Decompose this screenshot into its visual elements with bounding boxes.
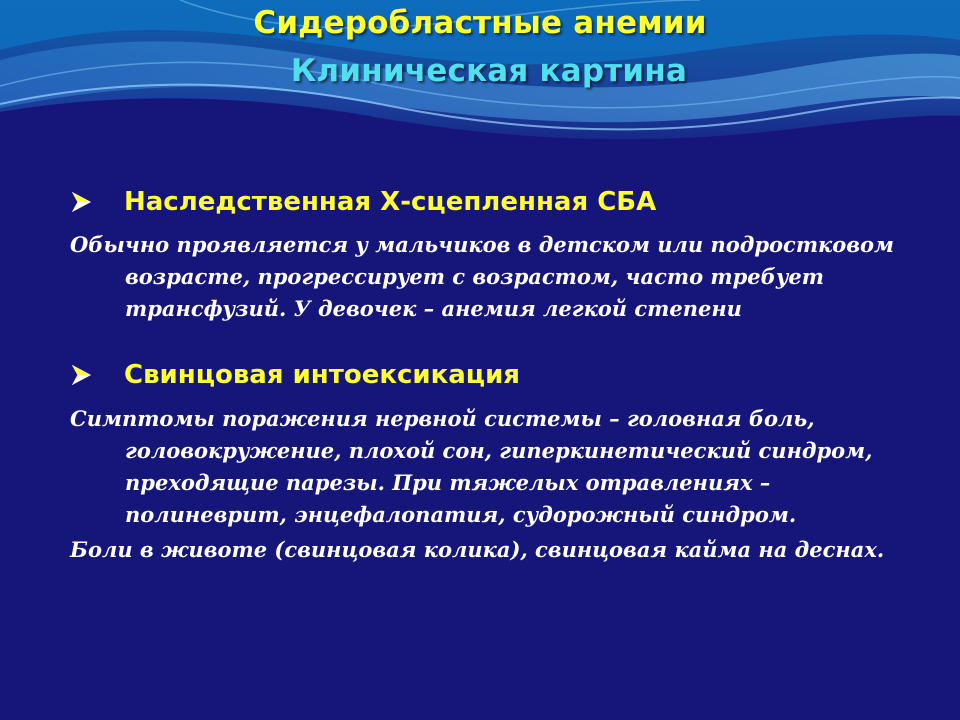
section-paragraph: Обычно проявляется у мальчиков в детском или подростковом возрасте, прогрессирует с возрастом, часто требует трансфузий. У девочек – анемия легкой степени xyxy=(70,232,895,321)
section-paragraph: Симптомы поражения нервной системы – головная боль, головокружение, плохой сон, гиперкинетический синдром, преходящие парезы. При тяжелых отравлениях – полиневрит, энцефалопатия, судорожный синдром. xyxy=(70,406,873,527)
slide-title: Сидеробластные анемии xyxy=(253,5,707,41)
section-heading-text: Свинцовая интоексикация xyxy=(124,360,520,390)
section-heading-2 xyxy=(70,355,930,395)
section-heading-1 xyxy=(70,182,930,222)
section-paragraph: Боли в животе (свинцовая колика), свинцовая кайма на деснах. xyxy=(70,537,885,562)
section-heading-text: Наследственная Х-сцепленная СБА xyxy=(124,187,657,217)
content-area xyxy=(70,182,930,566)
arrow-bullet-icon xyxy=(70,191,124,213)
slide-subtitle: Клиническая картина xyxy=(290,53,688,89)
arrow-bullet-icon xyxy=(70,364,124,386)
